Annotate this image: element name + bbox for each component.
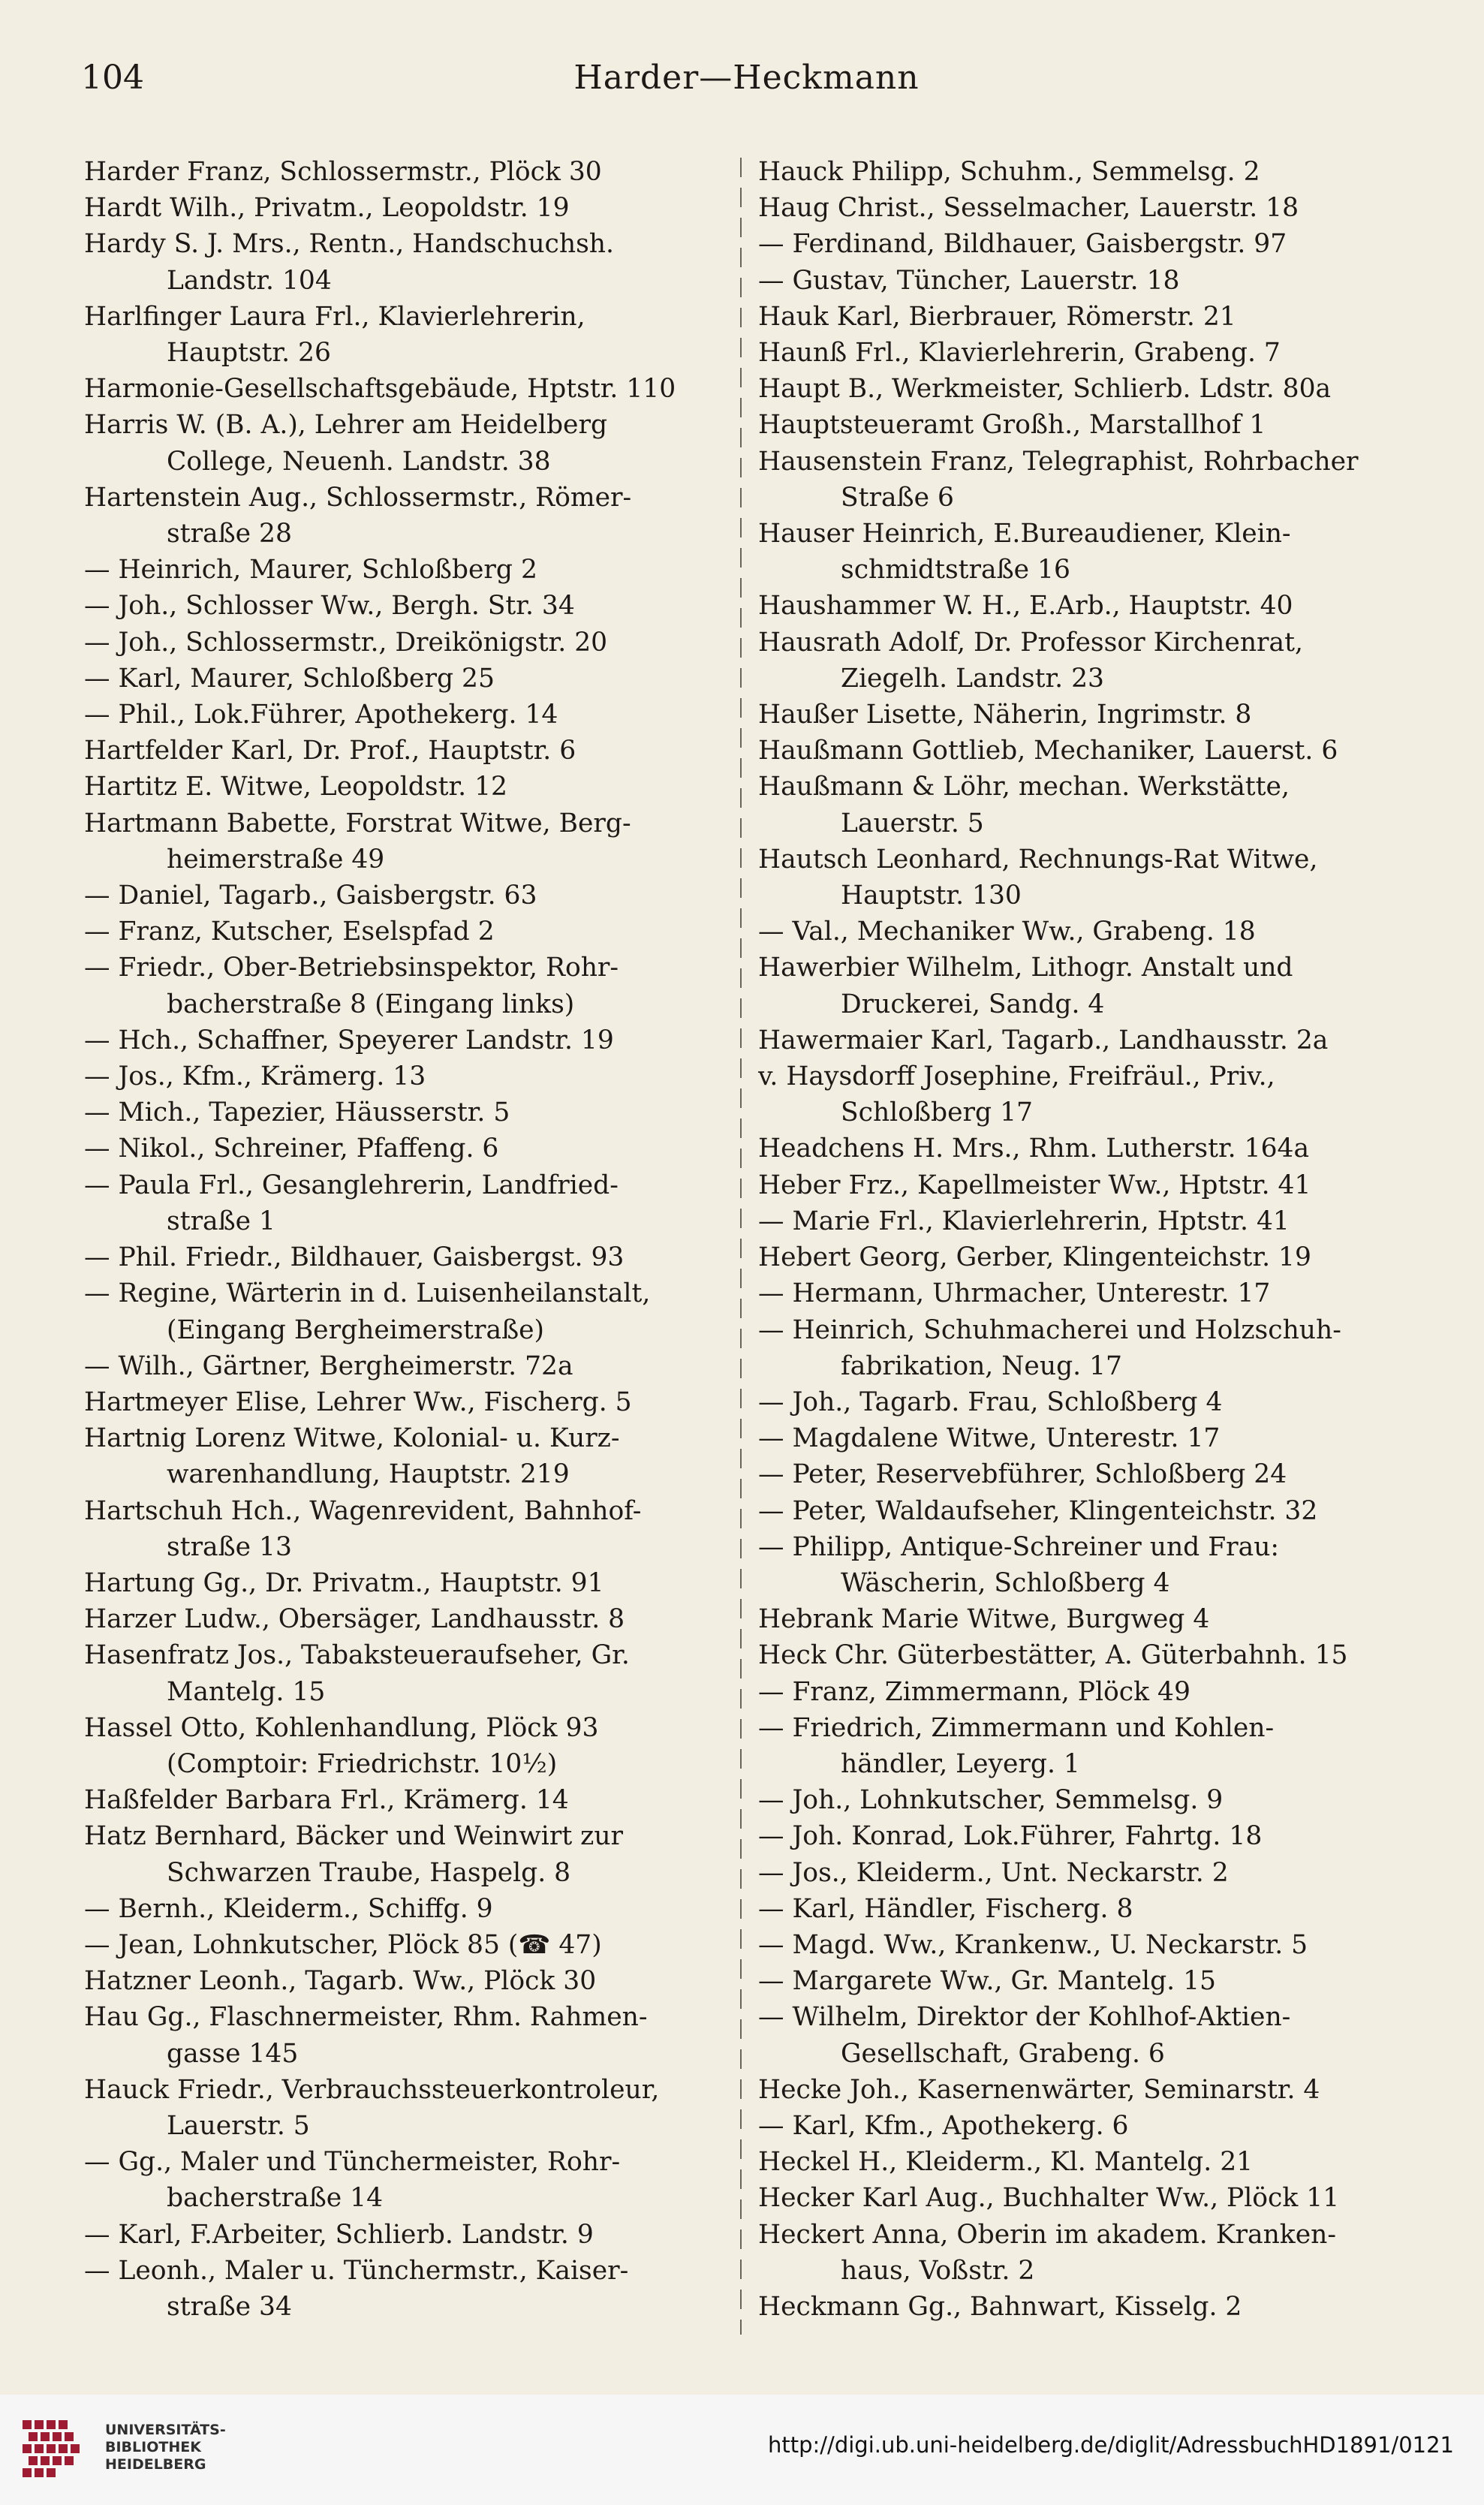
directory-entry bbox=[758, 1855, 1419, 1891]
directory-entry bbox=[84, 733, 730, 769]
entry-continuation-line: (Eingang Bergheimerstraße) bbox=[167, 1314, 545, 1345]
directory-entry bbox=[758, 1058, 1419, 1131]
entry-line: — Franz, Zimmermann, Plöck 49 bbox=[758, 1676, 1191, 1707]
directory-entry bbox=[758, 190, 1419, 226]
university-library-seal-icon bbox=[21, 2419, 96, 2483]
entry-continuation-line: College, Neuenh. Landstr. 38 bbox=[167, 446, 551, 477]
directory-entry bbox=[84, 1493, 730, 1565]
entry-line: — Magdalene Witwe, Unterestr. 17 bbox=[758, 1423, 1221, 1454]
directory-entry bbox=[758, 1312, 1419, 1384]
entry-line: Hartmann Babette, Forstrat Witwe, Berg- bbox=[84, 808, 631, 839]
entry-line: Hartenstein Aug., Schlossermstr., Römer- bbox=[84, 482, 632, 513]
entry-continuation-line: Lauerstr. 5 bbox=[841, 808, 984, 839]
directory-entry bbox=[758, 1601, 1419, 1637]
directory-entry bbox=[84, 407, 730, 479]
entry-line: — Friedr., Ober-Betriebsinspektor, Rohr- bbox=[84, 953, 619, 983]
directory-entry bbox=[84, 1094, 730, 1131]
directory-entry bbox=[758, 733, 1419, 769]
entry-line: Hawerbier Wilhelm, Lithogr. Anstalt und bbox=[758, 953, 1293, 983]
entry-continuation-line: (Comptoir: Friedrichstr. 10½) bbox=[167, 1748, 558, 1779]
directory-entry bbox=[84, 1348, 730, 1384]
entry-continuation-line: Druckerei, Sandg. 4 bbox=[841, 989, 1105, 1019]
directory-entry bbox=[84, 1891, 730, 1927]
directory-entry bbox=[758, 842, 1419, 914]
directory-entry bbox=[84, 625, 730, 661]
entry-line: Harder Franz, Schlossermstr., Plöck 30 bbox=[84, 157, 602, 187]
directory-entry bbox=[758, 1782, 1419, 1818]
page-header bbox=[81, 59, 1412, 104]
directory-entry bbox=[758, 769, 1419, 841]
entry-continuation-line: straße 13 bbox=[167, 1531, 292, 1562]
directory-entry bbox=[84, 1275, 730, 1347]
directory-entry bbox=[84, 805, 730, 878]
entry-line: Hartitz E. Witwe, Leopoldstr. 12 bbox=[84, 772, 507, 802]
directory-entry bbox=[84, 769, 730, 805]
footer-bar bbox=[0, 2395, 1484, 2505]
directory-entry bbox=[84, 2253, 730, 2325]
directory-entry bbox=[758, 1493, 1419, 1529]
directory-entry bbox=[758, 226, 1419, 262]
entry-line: — Phil., Lok.Führer, Apothekerg. 14 bbox=[84, 700, 558, 730]
directory-entry bbox=[84, 878, 730, 914]
entry-continuation-line: fabrikation, Neug. 17 bbox=[841, 1350, 1122, 1381]
entry-line: Heber Frz., Kapellmeister Ww., Hptstr. 41 bbox=[758, 1170, 1311, 1200]
entry-line: — Joh., Schlosser Ww., Bergh. Str. 34 bbox=[84, 591, 575, 622]
directory-entry bbox=[758, 2108, 1419, 2144]
entry-continuation-line: Gesellschaft, Grabeng. 6 bbox=[841, 2038, 1165, 2069]
entry-continuation-line: Schwarzen Traube, Haspelg. 8 bbox=[167, 1857, 571, 1888]
entry-line: Hebrank Marie Witwe, Burgweg 4 bbox=[758, 1604, 1210, 1635]
entry-line: — Wilh., Gärtner, Bergheimerstr. 72a bbox=[84, 1350, 573, 1381]
entry-line: Hecke Joh., Kasernenwärter, Seminarstr. 4 bbox=[758, 2074, 1320, 2105]
directory-entry bbox=[758, 1529, 1419, 1601]
entry-line: — Joh., Lohnkutscher, Semmelsg. 9 bbox=[758, 1785, 1224, 1816]
entry-line: Heckel H., Kleiderm., Kl. Mantelg. 21 bbox=[758, 2147, 1254, 2178]
directory-entry bbox=[84, 1420, 730, 1492]
directory-entry bbox=[758, 407, 1419, 443]
directory-entry bbox=[84, 226, 730, 298]
directory-entry bbox=[758, 1167, 1419, 1203]
directory-entry bbox=[758, 1131, 1419, 1167]
entry-line: Hawermaier Karl, Tagarb., Landhausstr. 2a bbox=[758, 1025, 1329, 1055]
entry-line: v. Haysdorff Josephine, Freifräul., Priv., bbox=[758, 1061, 1275, 1092]
directory-entry bbox=[84, 1782, 730, 1818]
directory-entry bbox=[84, 1927, 730, 1963]
directory-entry bbox=[758, 697, 1419, 733]
directory-entry bbox=[84, 2217, 730, 2253]
entry-line: Harzer Ludw., Obersäger, Landhausstr. 8 bbox=[84, 1604, 625, 1635]
directory-entry bbox=[758, 1022, 1419, 1058]
directory-entry bbox=[84, 1058, 730, 1094]
entry-line: — Karl, Maurer, Schloßberg 25 bbox=[84, 663, 495, 694]
entry-line: Hauck Philipp, Schuhm., Semmelsg. 2 bbox=[758, 157, 1260, 187]
page-number: 104 bbox=[81, 59, 144, 97]
entry-line: — Hch., Schaffner, Speyerer Landstr. 19 bbox=[84, 1025, 614, 1055]
running-head: Harder—Heckmann bbox=[573, 59, 920, 97]
entry-line: — Leonh., Maler u. Tünchermstr., Kaiser- bbox=[84, 2255, 629, 2286]
entry-line: Hardy S. J. Mrs., Rentn., Handschuchsh. bbox=[84, 229, 614, 260]
entry-line: — Joh., Schlossermstr., Dreikönigstr. 20 bbox=[84, 627, 608, 658]
entry-line: — Val., Mechaniker Ww., Grabeng. 18 bbox=[758, 917, 1256, 947]
directory-entry bbox=[758, 1674, 1419, 1710]
entry-continuation-line: Wäscherin, Schloßberg 4 bbox=[841, 1567, 1170, 1598]
directory-entry bbox=[758, 914, 1419, 950]
directory-entry bbox=[758, 950, 1419, 1022]
entry-line: — Friedrich, Zimmermann und Kohlen- bbox=[758, 1712, 1275, 1743]
directory-entry bbox=[84, 661, 730, 697]
directory-entry bbox=[84, 1565, 730, 1601]
source-url-link[interactable]: http://digi.ub.uni-heidelberg.de/diglit/AdressbuchHD1891/0121 bbox=[767, 2432, 1454, 2458]
entry-line: — Karl, F.Arbeiter, Schlierb. Landstr. 9 bbox=[84, 2219, 594, 2250]
entry-line: Harmonie-Gesellschaftsgebäude, Hptstr. 110 bbox=[84, 374, 676, 405]
entry-line: — Jos., Kfm., Krämerg. 13 bbox=[84, 1061, 426, 1092]
column-divider bbox=[740, 158, 742, 2335]
entry-line: Haushammer W. H., E.Arb., Hauptstr. 40 bbox=[758, 591, 1293, 622]
entry-line: — Regine, Wärterin in d. Luisenheilanstalt, bbox=[84, 1278, 651, 1309]
directory-entry bbox=[84, 1710, 730, 1782]
directory-entry bbox=[758, 1420, 1419, 1456]
directory-entry bbox=[758, 1239, 1419, 1275]
directory-entry bbox=[84, 371, 730, 407]
directory-entry bbox=[84, 2144, 730, 2216]
directory-entry bbox=[758, 371, 1419, 407]
directory-entry bbox=[84, 1601, 730, 1637]
entry-line: — Magd. Ww., Krankenw., U. Neckarstr. 5 bbox=[758, 1929, 1308, 1960]
directory-entry bbox=[84, 552, 730, 588]
right-column bbox=[758, 154, 1419, 2325]
entry-line: Hausenstein Franz, Telegraphist, Rohrbacher bbox=[758, 446, 1359, 477]
entry-line: Hauptsteueramt Großh., Marstallhof 1 bbox=[758, 410, 1266, 441]
directory-entry bbox=[84, 1131, 730, 1167]
entry-continuation-line: bacherstraße 8 (Eingang links) bbox=[167, 989, 575, 1019]
entry-continuation-line: händler, Leyerg. 1 bbox=[841, 1748, 1080, 1779]
directory-entry bbox=[84, 480, 730, 552]
entry-line: — Ferdinand, Bildhauer, Gaisbergstr. 97 bbox=[758, 229, 1287, 260]
directory-entry bbox=[84, 950, 730, 1022]
directory-entry bbox=[758, 2289, 1419, 2325]
entry-line: — Paula Frl., Gesanglehrerin, Landfried- bbox=[84, 1170, 619, 1200]
entry-line: Hartschuh Hch., Wagenrevident, Bahnhof- bbox=[84, 1495, 642, 1526]
directory-entry bbox=[758, 154, 1419, 190]
entry-line: — Wilhelm, Direktor der Kohlhof-Aktien- bbox=[758, 2002, 1291, 2033]
directory-entry bbox=[758, 1963, 1419, 1999]
entry-line: Hasenfratz Jos., Tabaksteueraufseher, Gr. bbox=[84, 1640, 630, 1671]
entry-continuation-line: Lauerstr. 5 bbox=[167, 2110, 310, 2141]
entry-line: Haußmann Gottlieb, Mechaniker, Lauerst. 6 bbox=[758, 736, 1338, 766]
entry-line: Haug Christ., Sesselmacher, Lauerstr. 18 bbox=[758, 193, 1299, 224]
entry-line: Haußmann & Löhr, mechan. Werkstätte, bbox=[758, 772, 1290, 802]
entry-line: — Jean, Lohnkutscher, Plöck 85 (☎ 47) bbox=[84, 1929, 602, 1960]
directory-entry bbox=[758, 2072, 1419, 2108]
directory-entry bbox=[758, 1891, 1419, 1927]
entry-line: — Peter, Reservebführer, Schloßberg 24 bbox=[758, 1459, 1287, 1490]
entry-line: Haßfelder Barbara Frl., Krämerg. 14 bbox=[84, 1785, 569, 1816]
entry-line: Hartnig Lorenz Witwe, Kolonial- u. Kurz- bbox=[84, 1423, 620, 1454]
directory-entry bbox=[758, 1927, 1419, 1963]
entry-line: — Daniel, Tagarb., Gaisbergstr. 63 bbox=[84, 881, 537, 911]
entry-line: — Mich., Tapezier, Häusserstr. 5 bbox=[84, 1097, 510, 1128]
entry-line: Haupt B., Werkmeister, Schlierb. Ldstr. 80a bbox=[758, 374, 1332, 405]
entry-line: Hatz Bernhard, Bäcker und Weinwirt zur bbox=[84, 1821, 624, 1852]
entry-continuation-line: Ziegelh. Landstr. 23 bbox=[841, 663, 1104, 694]
entry-line: Hartfelder Karl, Dr. Prof., Hauptstr. 6 bbox=[84, 736, 576, 766]
entry-line: — Franz, Kutscher, Eselspfad 2 bbox=[84, 917, 495, 947]
entry-line: Hatzner Leonh., Tagarb. Ww., Plöck 30 bbox=[84, 1966, 597, 1997]
entry-line: — Margarete Ww., Gr. Mantelg. 15 bbox=[758, 1966, 1216, 1997]
entry-line: — Joh., Tagarb. Frau, Schloßberg 4 bbox=[758, 1386, 1223, 1417]
directory-entry bbox=[758, 1384, 1419, 1420]
directory-entry bbox=[758, 1275, 1419, 1311]
entry-continuation-line: Hauptstr. 26 bbox=[167, 338, 331, 369]
directory-entry bbox=[84, 1167, 730, 1239]
entry-line: — Philipp, Antique-Schreiner und Frau: bbox=[758, 1531, 1280, 1562]
directory-entry bbox=[758, 1710, 1419, 1782]
entry-line: Hardt Wilh., Privatm., Leopoldstr. 19 bbox=[84, 193, 570, 224]
entry-line: — Bernh., Kleiderm., Schiffg. 9 bbox=[84, 1893, 493, 1924]
directory-entry bbox=[758, 2144, 1419, 2180]
entry-continuation-line: Hauptstr. 130 bbox=[841, 881, 1022, 911]
entry-line: Hauk Karl, Bierbrauer, Römerstr. 21 bbox=[758, 301, 1236, 332]
directory-entry bbox=[84, 2072, 730, 2144]
directory-entry bbox=[758, 1456, 1419, 1492]
directory-entry bbox=[758, 2217, 1419, 2289]
entry-line: Heckmann Gg., Bahnwart, Kisselg. 2 bbox=[758, 2291, 1242, 2322]
entry-continuation-line: Mantelg. 15 bbox=[167, 1676, 326, 1707]
entry-continuation-line: schmidtstraße 16 bbox=[841, 555, 1070, 586]
entry-continuation-line: bacherstraße 14 bbox=[167, 2183, 384, 2214]
entry-line: Hauck Friedr., Verbrauchssteuerkontroleur, bbox=[84, 2074, 660, 2105]
entry-continuation-line: haus, Voßstr. 2 bbox=[841, 2255, 1035, 2286]
directory-entry bbox=[84, 190, 730, 226]
directory-entry bbox=[84, 1963, 730, 1999]
entry-line: Hauser Heinrich, E.Bureaudiener, Klein- bbox=[758, 519, 1291, 549]
entry-line: Headchens H. Mrs., Rhm. Lutherstr. 164a bbox=[758, 1134, 1310, 1164]
directory-entry bbox=[758, 263, 1419, 299]
entry-line: — Marie Frl., Klavierlehrerin, Hptstr. 41 bbox=[758, 1206, 1290, 1236]
entry-continuation-line: heimerstraße 49 bbox=[167, 844, 385, 875]
left-column bbox=[84, 154, 730, 2325]
directory-entry bbox=[758, 444, 1419, 516]
entry-line: Heck Chr. Güterbestätter, A. Güterbahnh. 15 bbox=[758, 1640, 1348, 1671]
entry-line: Heckert Anna, Oberin im akadem. Kranken- bbox=[758, 2219, 1336, 2250]
entry-continuation-line: straße 34 bbox=[167, 2291, 292, 2322]
entry-line: — Karl, Händler, Fischerg. 8 bbox=[758, 1893, 1133, 1924]
directory-entry bbox=[84, 697, 730, 733]
entry-line: — Heinrich, Maurer, Schloßberg 2 bbox=[84, 555, 537, 586]
entry-line: Hausrath Adolf, Dr. Professor Kirchenrat, bbox=[758, 627, 1303, 658]
directory-entry bbox=[84, 1384, 730, 1420]
entry-line: — Nikol., Schreiner, Pfaffeng. 6 bbox=[84, 1134, 499, 1164]
directory-entry bbox=[84, 154, 730, 190]
entry-continuation-line: straße 28 bbox=[167, 519, 292, 549]
entry-line: — Hermann, Uhrmacher, Unterestr. 17 bbox=[758, 1278, 1271, 1309]
entry-line: — Karl, Kfm., Apothekerg. 6 bbox=[758, 2110, 1129, 2141]
directory-entry bbox=[758, 1818, 1419, 1854]
entry-line: — Phil. Friedr., Bildhauer, Gaisbergst. 93 bbox=[84, 1242, 625, 1273]
directory-entry bbox=[84, 1022, 730, 1058]
directory-entry bbox=[758, 1637, 1419, 1673]
directory-entry bbox=[84, 1637, 730, 1709]
entry-line: Harlfinger Laura Frl., Klavierlehrerin, bbox=[84, 301, 585, 332]
directory-entry bbox=[758, 299, 1419, 335]
entry-line: Hau Gg., Flaschnermeister, Rhm. Rahmen- bbox=[84, 2002, 648, 2033]
entry-line: Haußer Lisette, Näherin, Ingrimstr. 8 bbox=[758, 700, 1252, 730]
entry-line: Hassel Otto, Kohlenhandlung, Plöck 93 bbox=[84, 1712, 599, 1743]
library-name bbox=[105, 2422, 226, 2473]
directory-entry bbox=[758, 516, 1419, 588]
directory-entry bbox=[758, 588, 1419, 624]
entry-line: Hartung Gg., Dr. Privatm., Hauptstr. 91 bbox=[84, 1567, 604, 1598]
entry-line: — Gustav, Tüncher, Lauerstr. 18 bbox=[758, 265, 1180, 296]
entry-line: Harris W. (B. A.), Lehrer am Heidelberg bbox=[84, 410, 608, 441]
entry-continuation-line: gasse 145 bbox=[167, 2038, 299, 2069]
entry-line: — Jos., Kleiderm., Unt. Neckarstr. 2 bbox=[758, 1857, 1229, 1888]
directory-entry bbox=[84, 1818, 730, 1890]
directory-entry bbox=[84, 588, 730, 624]
directory-entry bbox=[84, 1239, 730, 1275]
directory-entry bbox=[758, 335, 1419, 371]
directory-entry bbox=[84, 1999, 730, 2071]
entry-line: — Joh. Konrad, Lok.Führer, Fahrtg. 18 bbox=[758, 1821, 1263, 1852]
entry-continuation-line: Landstr. 104 bbox=[167, 265, 332, 296]
library-name-line: HEIDELBERG bbox=[105, 2456, 206, 2473]
entry-continuation-line: Schloßberg 17 bbox=[841, 1097, 1033, 1128]
entry-line: Hecker Karl Aug., Buchhalter Ww., Plöck 11 bbox=[758, 2183, 1340, 2214]
entry-line: Hartmeyer Elise, Lehrer Ww., Fischerg. 5 bbox=[84, 1386, 632, 1417]
entry-continuation-line: warenhandlung, Hauptstr. 219 bbox=[167, 1459, 570, 1490]
directory-entry bbox=[758, 625, 1419, 697]
directory-entry bbox=[84, 914, 730, 950]
entry-line: — Gg., Maler und Tünchermeister, Rohr- bbox=[84, 2147, 621, 2178]
entry-line: Haunß Frl., Klavierlehrerin, Grabeng. 7 bbox=[758, 338, 1281, 369]
library-name-line: BIBLIOTHEK bbox=[105, 2439, 201, 2455]
directory-entry bbox=[758, 1999, 1419, 2071]
entry-continuation-line: Straße 6 bbox=[841, 482, 954, 513]
directory-entry bbox=[84, 299, 730, 371]
entry-line: Hautsch Leonhard, Rechnungs-Rat Witwe, bbox=[758, 844, 1318, 875]
entry-line: Hebert Georg, Gerber, Klingenteichstr. 19 bbox=[758, 1242, 1311, 1273]
library-name-line: UNIVERSITÄTS- bbox=[105, 2422, 226, 2438]
entry-continuation-line: straße 1 bbox=[167, 1206, 276, 1236]
entry-line: — Heinrich, Schuhmacherei und Holzschuh- bbox=[758, 1314, 1341, 1345]
entry-line: — Peter, Waldaufseher, Klingenteichstr. 32 bbox=[758, 1495, 1318, 1526]
directory-entry bbox=[758, 1203, 1419, 1239]
directory-entry bbox=[758, 2180, 1419, 2216]
